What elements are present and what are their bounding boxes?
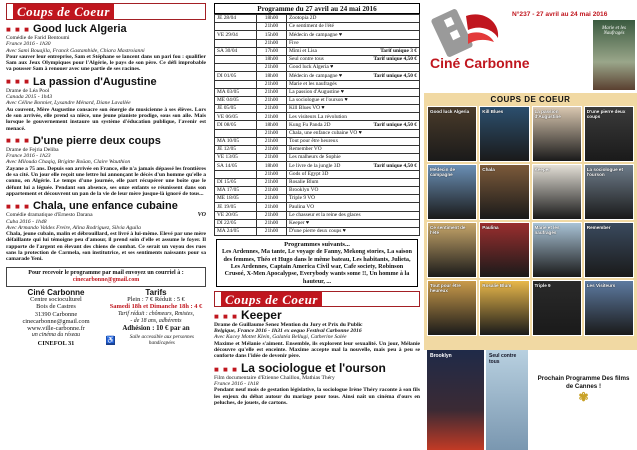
schedule-row: [215, 195, 420, 203]
schedule-film: [287, 154, 420, 162]
film-poster: Kill Blues: [479, 106, 529, 162]
square-bullets-icon: ■ ■ ■: [6, 77, 30, 87]
schedule-date: DI 08/05: [215, 121, 257, 129]
header-poster: Marie et les Naufragés: [593, 20, 635, 90]
tarif-reduced: Tarif réduit : chômeurs, Rmistes,: [117, 310, 195, 317]
schedule-time: 21h00: [257, 113, 287, 121]
schedule-title: Programme du 27 avril au 24 mai 2016: [214, 3, 420, 14]
logo-text: Ciné Carbonne: [430, 55, 530, 71]
next-programs-title: Programmes suivants...: [284, 241, 350, 249]
address-block: [6, 289, 106, 347]
schedule-time: 17h00: [257, 47, 287, 55]
schedule-row: [215, 80, 420, 88]
schedule-film: [287, 88, 420, 96]
film-name: Keeper ♥: [289, 219, 310, 226]
film-genre: Comédie de Farid Bentoumi: [6, 35, 70, 41]
schedule-film: [287, 121, 420, 129]
schedule-time: 21h00: [257, 96, 287, 104]
film-poster: Paulina: [479, 222, 529, 278]
schedule-time: 18h00: [257, 121, 287, 129]
schedule-row: [215, 96, 420, 104]
schedule-date: DI 01/05: [215, 72, 257, 80]
schedule-time: 15h00: [257, 31, 287, 39]
schedule-row: [215, 113, 420, 121]
schedule-film: [287, 113, 420, 121]
cine-carbonne-logo-icon: [428, 8, 513, 88]
film-title: Keeper: [240, 307, 282, 322]
film-country-year: Canada 2015 - 1h43: [6, 94, 53, 101]
access-note: Salle accessible aux personnes handicapées: [129, 334, 194, 347]
film-poster: Remember: [584, 222, 634, 278]
right-column: [424, 0, 637, 450]
schedule-time: 21h00: [257, 146, 287, 154]
schedule-time: 21h00: [257, 219, 287, 227]
schedule-date: [215, 170, 257, 178]
schedule-time: 21h00: [257, 105, 287, 113]
film-cast: Avec Kacey Mottet Klein, Galatéa Bellugi, Catherine Salée: [214, 334, 347, 341]
schedule-time: 21h00: [257, 88, 287, 96]
film-cast: Avec Milouda Chaqiq, Brigitte Roüan, Claire Wauthion: [6, 159, 131, 166]
schedule-film: [287, 219, 420, 227]
schedule-time: 21h00: [257, 186, 287, 194]
bottom-posters: [424, 350, 637, 450]
schedule-row: [215, 211, 420, 219]
film-name: Triple 9 VO: [289, 195, 316, 202]
schedule-time: 21h00: [257, 39, 287, 47]
tarif-note: Tarif unique 4,50 €: [373, 56, 417, 63]
film-country-year: France 2016 - 1h30: [6, 41, 51, 48]
film-name: Five: [289, 39, 299, 46]
schedule-row: [215, 162, 420, 170]
email-link[interactable]: cinecarbonne@gmail.com: [22, 317, 90, 325]
film-country-year: Belgique, France 2016 - 1h31 ex aequo Festival Carbonne 2016: [214, 328, 362, 335]
schedule-row: [215, 23, 420, 31]
schedule-date: VE 20/05: [215, 211, 257, 219]
schedule-time: 21h00: [257, 195, 287, 203]
left-column: [0, 0, 210, 450]
header: [424, 0, 637, 93]
film-title: Chala, une enfance cubaine: [32, 200, 178, 213]
film-genre: Drame de Fejria Deliba: [6, 146, 59, 153]
film-synopsis: Maxime et Mélanie s'aiment. Ensemble, ils explorent leur sexualité. Un jour, Mélanie découvre qu'elle est enceinte. Maxime accepte mal la nouvelle, mais peu à peu se conforte dans l'idée de devenir père.: [214, 340, 420, 360]
schedule-time: 18h00: [257, 55, 287, 63]
film-block-1: [6, 23, 206, 73]
tarif-note: Tarif unique 3 €: [380, 48, 417, 55]
schedule-row: [215, 129, 420, 137]
schedule-time: 21h00: [257, 23, 287, 31]
schedule-film: [287, 39, 420, 47]
schedule-film: [287, 105, 420, 113]
film-poster: Médecin de campagne: [427, 164, 477, 220]
film-poster: Les Visiteurs: [584, 280, 634, 336]
film-name: Kung Fu Panda 2D: [289, 121, 331, 128]
schedule-time: 21h00: [257, 178, 287, 186]
schedule-film: [287, 227, 420, 235]
issue-number: N°237 - 27 avril au 24 mai 2016: [512, 11, 608, 18]
film-cast: Avec Céline Bonnier, Lysandre Ménard, Diane Lavallée: [6, 100, 131, 107]
schedule-film: [287, 64, 420, 72]
vo-tag: VO: [197, 212, 206, 219]
next-programs-box: [216, 239, 418, 287]
schedule-film: [287, 47, 420, 55]
film-cast: Avec Sami Bouajila, Franck Gastambide, Chiara Mastroianni: [6, 47, 145, 54]
schedule-row: [215, 121, 420, 129]
film-genre: Drame de Léa Pool: [6, 87, 50, 94]
film-name: Ce sentiment de l'été: [289, 23, 334, 30]
film-genre: Comédie dramatique d'Ernesto Darana: [6, 212, 93, 219]
schedule-time: 21h00: [257, 211, 287, 219]
schedule-table: [214, 14, 420, 236]
footer-info: [6, 289, 206, 347]
schedule-time: 21h00: [257, 203, 287, 211]
schedule-time: 21h00: [257, 227, 287, 235]
schedule-film: [287, 146, 420, 154]
schedule-row: [215, 88, 420, 96]
film-title: La passion d'Augustine: [32, 75, 157, 88]
schedule-film: [287, 170, 420, 178]
schedule-time: 21h00: [257, 129, 287, 137]
schedule-row: [215, 105, 420, 113]
film-name: Brooklyn VO: [289, 187, 319, 194]
schedule-film: [287, 178, 420, 186]
film-genre: Film documentaire d'Etienne Chaillou, Mathias Théry: [214, 374, 335, 381]
schedule-film: [287, 55, 420, 63]
film-poster: La sociologue et l'ourson: [584, 164, 634, 220]
schedule-date: JE 05/05: [215, 105, 257, 113]
next-programs-list: Les Ardennes, Ma tante, Le voyage de Fanny, Mekong stories, La saison des femmes, Théo et Hugo dans le même bateau, Les habitants, Julieta, Les Ardennes, Captain America Civil war, Cafe society, Robinson Crusoé, X-Men Apocalypse, Everybody wants some !!, Un homme à la hauteur, ...: [222, 248, 412, 285]
film-block-4: [6, 200, 206, 262]
schedule-date: ME 04/05: [215, 96, 257, 104]
schedule-date: DI 22/05: [215, 219, 257, 227]
network-note: un cinéma du réseau: [31, 332, 81, 339]
poster-seul-contre-tous: Seul contre tous: [486, 350, 528, 450]
schedule-film: [287, 129, 420, 137]
film-country-year: Cuba 2016 - 1h48: [6, 218, 47, 225]
schedule-date: JE 12/05: [215, 146, 257, 154]
film-poster: Tout pour être heureux: [427, 280, 477, 336]
website-link[interactable]: www.ville-carbonne.fr: [27, 325, 85, 333]
film-synopsis: Pendant neuf mois de gestation législative, la sociologue Irène Théry raconte à son fils les enjeux du débat autour du mariage pour tous. Ainsi naît un cinéma d'ours en peluches, de jouets, de cartons.: [214, 387, 420, 406]
schedule-date: [215, 64, 257, 72]
square-bullets-icon: ■ ■ ■: [214, 311, 238, 321]
schedule-film: [287, 211, 420, 219]
coc-panel-title: COUPS DE COEUR: [490, 95, 571, 104]
square-bullets-icon: ■ ■ ■: [6, 201, 30, 211]
film-name: Les malheurs de Sophie: [289, 154, 341, 161]
schedule-time: 21h00: [257, 137, 287, 145]
schedule-row: [215, 137, 420, 145]
film-block-3: [6, 135, 206, 197]
schedule-date: SA 14/05: [215, 162, 257, 170]
schedule-date: VE 06/05: [215, 113, 257, 121]
cinema-name: Ciné Carbonne: [27, 287, 85, 297]
film-name: Paulina VO: [289, 203, 315, 210]
schedule-row: [215, 31, 420, 39]
film-poster: Marie et les naufragés: [532, 222, 582, 278]
schedule-row: [215, 227, 420, 235]
middle-coc: [214, 291, 420, 406]
schedule-date: JE 28/04: [215, 15, 257, 23]
schedule-time: 18h00: [257, 72, 287, 80]
poster-grid: [427, 106, 634, 336]
film-country-year: France 2016 - 1h23: [6, 153, 51, 160]
coups-de-coeur-panel: [424, 93, 637, 350]
network-name: CINEFOL 31: [37, 339, 75, 347]
schedule-row: [215, 154, 420, 162]
schedule-time: 18h00: [257, 162, 287, 170]
contact-text: Pour recevoir le programme par mail envoyez un courriel à :: [28, 269, 184, 276]
schedule-row: [215, 47, 420, 55]
schedule-film: [287, 137, 420, 145]
schedule-film: [287, 162, 420, 170]
poster-brooklyn: Brooklyn: [427, 350, 484, 450]
square-bullets-icon: ■ ■ ■: [6, 24, 30, 34]
film-block-2: [6, 76, 206, 132]
film-poster: Chala: [479, 164, 529, 220]
schedule-date: MA 24/05: [215, 227, 257, 235]
contact-email-link[interactable]: cinecarbonne@gmail.com: [72, 276, 140, 283]
schedule-date: [215, 39, 257, 47]
film-name: D'une pierre deux coups ♥: [289, 228, 346, 235]
film-name: Kill Blues VO ♥: [289, 105, 325, 112]
film-name: Chala, une enfance cubaine VO ♥: [289, 129, 362, 136]
square-bullets-icon: ■ ■ ■: [214, 364, 238, 374]
schedule-row: [215, 203, 420, 211]
film-poster: Good luck Algeria: [427, 106, 477, 162]
schedule-film: [287, 31, 420, 39]
tarif-special: Samedi 18h et Dimanche 18h : 4 €: [109, 303, 203, 311]
address-line: 31390 Carbonne: [34, 310, 78, 318]
film-cast: Avec Armando Valdes Freire, Alina Rodriguez, Silvia Aguila: [6, 224, 141, 231]
schedule-row: [215, 146, 420, 154]
tarifs-block: [106, 289, 206, 347]
film-name: Médecin de campagne ♥: [289, 31, 343, 38]
schedule-time: 21h00: [257, 154, 287, 162]
film-title: D'une pierre deux coups: [32, 134, 161, 147]
schedule-film: [287, 15, 420, 23]
film-name: Gods of Egypt 3D: [289, 170, 329, 177]
film-poster: D'une pierre deux coups: [584, 106, 634, 162]
film-poster: La passion d'Augustine: [532, 106, 582, 162]
film-name: Seul contre tous: [289, 56, 324, 63]
film-poster: Triple 9: [532, 280, 582, 336]
schedule-date: JE 19/05: [215, 203, 257, 211]
tarif-note: Tarif unique 4,50 €: [373, 162, 417, 169]
schedule-date: MA 17/05: [215, 186, 257, 194]
schedule-time: 21h00: [257, 80, 287, 88]
tarif-line: Plein : 7 € Réduit : 5 €: [127, 295, 185, 303]
schedule-date: ME 18/05: [215, 195, 257, 203]
tarif-note: Tarif unique 4,50 €: [373, 121, 417, 128]
tarif-note: Tarif unique 4,50 €: [373, 72, 417, 79]
schedule-row: [215, 178, 420, 186]
schedule-film: [287, 195, 420, 203]
film-name: Rosalie Blum: [289, 179, 319, 186]
address-line: Centre socioculturel: [30, 295, 82, 303]
film-synopsis: Pour sauver leur entreprise, Sam et Stéphane se lancent dans un pari fou : qualifier Sam aux Jeux Olympiques pour l'Algérie, le pays de son père. Ce défi improbable va pousser Sam à renouer avec une partie de ses racines.: [6, 53, 206, 73]
middle-column: [212, 0, 422, 450]
schedule-date: [215, 55, 257, 63]
film-name: Marie et les naufragés: [289, 80, 337, 87]
schedule-film: [287, 96, 420, 104]
mail-contact-box: [6, 267, 206, 287]
film-name: Good luck Algeria ♥: [289, 64, 334, 71]
square-bullets-icon: ■ ■ ■: [6, 136, 30, 146]
schedule-row: [215, 64, 420, 72]
schedule-date: MA 03/05: [215, 88, 257, 96]
schedule-row: [215, 55, 420, 63]
schedule-row: [215, 72, 420, 80]
film-name: Médecin de campagne ♥: [289, 72, 343, 79]
schedule-date: VE 29/04: [215, 31, 257, 39]
schedule-date: [215, 129, 257, 137]
film-synopsis: Au couvent, Mère Augustine consacre son énergie de musicienne à ses élèves. Lors de son arrivée, elle prend sa nièce, une jeune pianiste prodige, sous son aile. Mais lorsque le gouvernement instaure un système d'éducation publique, l'avenir est menacé.: [6, 106, 206, 132]
schedule-row: [215, 39, 420, 47]
schedule-date: VE 13/05: [215, 154, 257, 162]
schedule-film: [287, 203, 420, 211]
coups-de-coeur-banner: Coups de Coeur: [214, 291, 420, 307]
film-title: Good luck Algeria: [32, 23, 127, 35]
schedule-row: [215, 219, 420, 227]
schedule-time: 18h00: [257, 15, 287, 23]
schedule-film: [287, 23, 420, 31]
film-poster: Ce sentiment de l'été: [427, 222, 477, 278]
address-line: Bois de Castres: [36, 303, 76, 311]
film-name: Remember VO: [289, 146, 322, 153]
film-name: Le chasseur et la reine des glaces: [289, 211, 361, 218]
schedule-film: [287, 80, 420, 88]
schedule-date: DI 15/05: [215, 178, 257, 186]
wheelchair-icon: ♿: [106, 335, 115, 344]
tarifs-title: Tarifs: [145, 287, 167, 297]
film-name: La sociologue et l'ourson ♥: [289, 97, 348, 104]
schedule-date: SA 30/04: [215, 47, 257, 55]
film-name: La passion d'Augustine ♥: [289, 88, 344, 95]
film-synopsis: Chala, jeune cubain, malin et débrouillard, est livré à lui-même. Elevé par une mère défaillante qui lui témoigne peu d'amour, il prend soin d'elle et assume le foyer. Il rapporte de l'argent en élevant des chiens de combat. Ce serait un voyou des rues sans la protection de Carmela, son institutrice, et ses sentiments naissants pour sa camarade Yeni.: [6, 231, 206, 263]
film-name: Tout pour être heureux: [289, 138, 339, 145]
schedule-row: [215, 15, 420, 23]
schedule-film: [287, 186, 420, 194]
schedule-film: [287, 72, 420, 80]
schedule-time: 21h00: [257, 64, 287, 72]
film-name: Zootopia 2D: [289, 15, 317, 22]
schedule-date: MA 10/05: [215, 137, 257, 145]
film-poster: Rosalie Blum: [479, 280, 529, 336]
film-poster: Keeper: [532, 164, 582, 220]
film-country-year: France 2016 - 1h18: [214, 380, 259, 387]
film-name: Les visiteurs La révolution: [289, 113, 347, 120]
schedule-time: 21h00: [257, 170, 287, 178]
film-genre: Drame de Guillaume Senez Mention du Jury et Prix du Public: [214, 321, 363, 328]
film-title: La sociologue et l'ourson: [240, 360, 386, 375]
film-name: Mimi et Lisa: [289, 48, 317, 55]
schedule-date: [215, 23, 257, 31]
schedule-row: [215, 186, 420, 194]
schedule-date: [215, 80, 257, 88]
film-name: Le livre de la jungle 3D: [289, 162, 341, 169]
film-synopsis: Zayane a 75 ans. Depuis son arrivée en France, elle n'a jamais dépassé les frontières de sa cité. Un jour elle reçoit une lettre lui annonçant le décès d'un homme qu'elle a connu, en Algérie. Le temps d'une journée, elle part récupérer une boîte que le défunt lui a léguée. Pendant son absence, ses onze enfants se réunissent dans son appartement et découvrent un pan de la vie de leur mère jusque-là ignoré de tous...: [6, 165, 206, 197]
schedule-row: [215, 170, 420, 178]
palm-icon: ✾: [578, 390, 589, 404]
next-program-note: Prochain Programme Des films de Cannes ! ✾: [528, 350, 637, 450]
adhesion: Adhésion : 10 € par an: [122, 324, 190, 333]
coups-de-coeur-banner: Coups de Coeur: [6, 3, 206, 20]
tarif-reduced-2: - de 18 ans, adhérents: [130, 317, 182, 324]
